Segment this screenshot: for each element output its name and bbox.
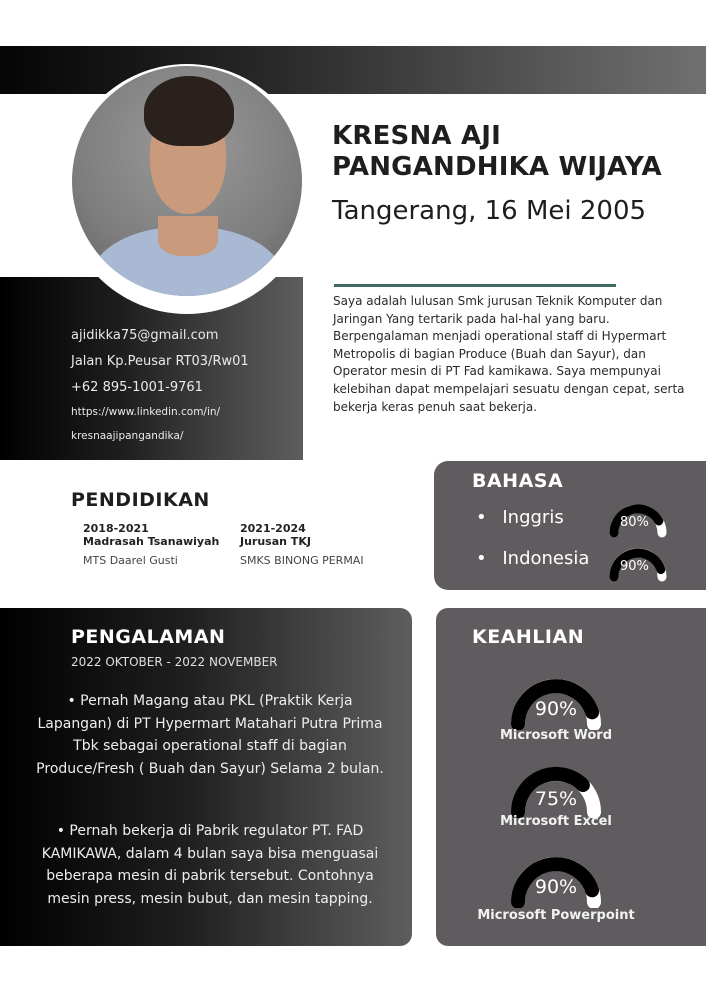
bullet-icon: • [476,507,487,528]
profile-photo [72,66,302,296]
skill-item [471,674,641,754]
education-degree: Jurusan TKJ [240,535,311,548]
birth-place-date: Tangerang, 16 Mei 2005 [332,196,647,226]
linkedin-url-line-2[interactable]: kresnaajipangandika/ [71,430,184,442]
experience-item: • Pernah Magang atau PKL (Praktik Kerja Lapangan) di PT Hypermart Matahari Putra Prima Tbk sebagai operational staff di bagian Produce/Fresh ( Buah dan Sayur) Selama 2 bulan. [36,693,384,777]
header-band [0,46,706,94]
skill-percent: 90% [534,698,578,720]
experience-title: PENGALAMAN [71,626,226,648]
bullet-icon: • [476,548,487,569]
skills-panel [436,608,706,946]
skill-name: Microsoft Powerpoint [477,908,635,923]
language-percent: 80% [620,515,649,530]
skill-name: Microsoft Excel [500,814,612,829]
education-school: MTS Daarel Gusti [83,554,178,567]
name-line-2: PANGANDHIKA WIJAYA [332,152,662,182]
education-years: 2018-2021 [83,522,149,535]
phone[interactable]: +62 895-1001-9761 [71,380,203,395]
photo-hair [144,76,234,146]
education-degree: Madrasah Tsanawiyah [83,535,220,548]
skill-item [471,762,641,842]
email[interactable]: ajidikka75@gmail.com [71,328,219,343]
experience-item: • Pernah bekerja di Pabrik regulator PT. FAD KAMIKAWA, dalam 4 bulan saya bisa menguasai beberapa mesin di pabrik tersebut. Contohnya mesin press, mesin bubut, dan mesin tapping. [41,823,379,907]
languages-panel [434,461,706,590]
education-school: SMKS BINONG PERMAI [240,554,364,567]
about-paragraph: Saya adalah lulusan Smk jurusan Teknik Komputer dan Jaringan Yang tertarik pada hal-hal yang baru. Berpengalaman menjadi operational staff di Hypermart Metropolis di bagian Produce (Buah dan Sayur), dan Operator mesin di PT Fad kamikawa. Saya mempunyai kelebihan dapat mempelajari sesuatu dengan cepat, serta bekerja keras penuh saat bekerja. [333,294,685,414]
language-gauge [607,543,669,583]
education-item [240,522,364,567]
skill-percent: 75% [534,788,578,810]
skills-title: KEAHLIAN [472,626,585,648]
education-title: PENDIDIKAN [71,489,210,511]
full-name [332,121,662,183]
skill-percent: 90% [534,876,578,898]
linkedin-url-line-1[interactable]: https://www.linkedin.com/in/ [71,406,221,418]
language-gauge [607,499,669,539]
photo-neck [158,216,218,256]
accent-divider [334,284,616,287]
name-line-1: KRESNA AJI [332,121,502,151]
language-item [476,548,589,569]
language-name: Inggris [502,507,564,528]
experience-date: 2022 OKTOBER - 2022 NOVEMBER [71,655,278,669]
education-item [83,522,219,567]
education-years: 2021-2024 [240,522,306,535]
language-percent: 90% [620,559,649,574]
languages-title: BAHASA [472,470,564,492]
address: Jalan Kp.Peusar RT03/Rw01 [71,354,249,369]
contact-info [71,328,249,454]
language-name: Indonesia [502,548,590,569]
language-item [476,507,564,528]
skill-name: Microsoft Word [499,728,613,743]
skill-item [471,852,641,932]
